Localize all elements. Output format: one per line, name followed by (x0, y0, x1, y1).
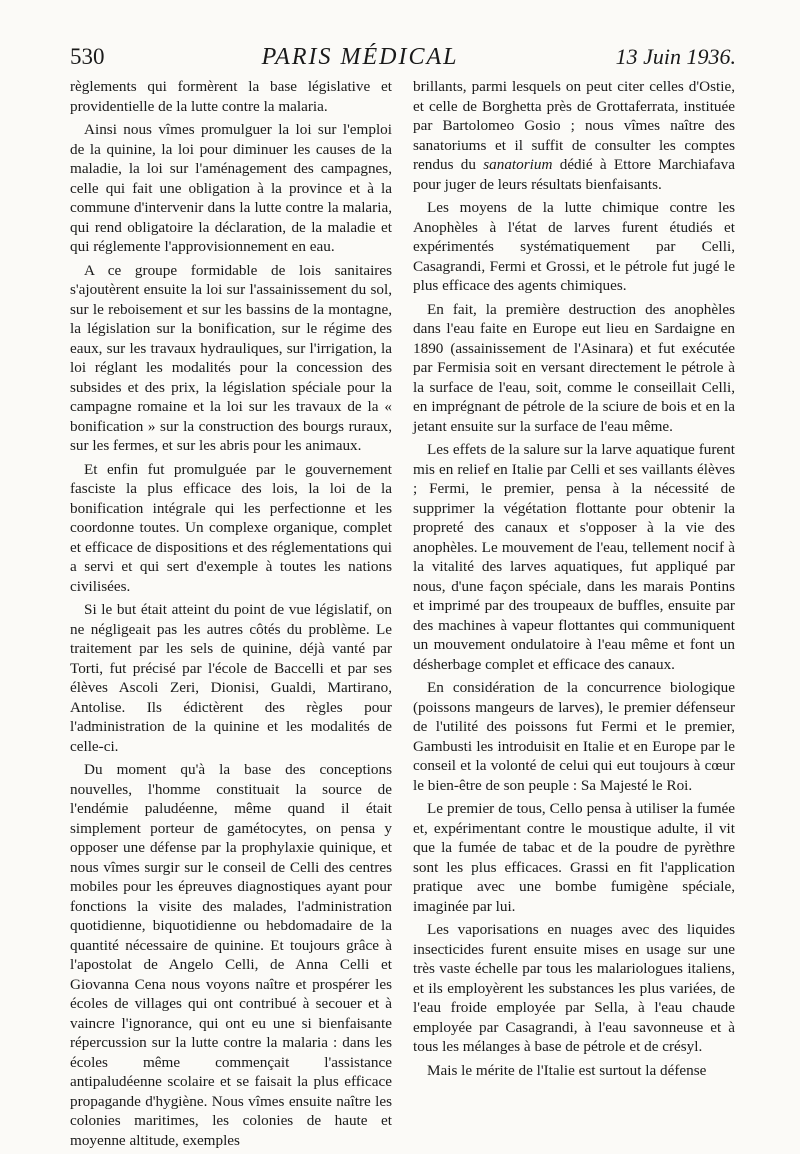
paragraph: A ce groupe formidable de lois sanitaires s'ajoutèrent ensuite la loi sur l'assainissement du sol, sur le reboisement et sur les bassins de la montagne, la législation sur la bonification, sur le régime des eaux, sur les travaux hydrauliques, sur l'irrigation, la loi réglant les modalités pour la concession des subsides et des prix, la législation spéciale pour la campagne romaine et la loi sur les travaux de la « bonification » sur la construction des bourgs ruraux, sur les fermes, et sur les abris pour les animaux. (70, 261, 392, 454)
paragraph: Les vaporisations en nuages avec des liquides insecticides furent ensuite mises en usage sur une très vaste échelle par tous les malariologues italiens, et ils employèrent les substances les plus variées, de l'eau froide employée par Sella, à l'eau chaude employée par Casagrandi, à l'eau savonneuse et à tous les mélanges à base de pétrole et de crésyl. (413, 921, 735, 1055)
emphasis: sanatorium (483, 156, 553, 173)
paragraph-text: brillants, parmi lesquels on peut citer celles d'Ostie, et celle de Borghetta près de Grottaferrata, instituée par Bartolomeo Gosio ; nous vîmes naître des sanatoriums et il suffit de consulter les comptes rendus du (413, 78, 735, 173)
paragraph: En fait, la première destruction des anophèles dans l'eau faite en Europe eut lieu en Sardaigne en 1890 (assainissement de l'Asinara) et fut exécutée par Fermisia soit en versant directement le pétrole à la surface de l'eau, soit, comme le conseillait Celli, en imprégnant de pétrole de la sciure de bois et en la jetant ensuite sur la surface de l'eau même. (413, 300, 735, 435)
page-number: 530 (70, 44, 105, 69)
paragraph (413, 77, 735, 194)
paragraph-text: dédié à Ettore Marchiafava pour juger de leurs résultats bienfaisants. (413, 156, 736, 193)
paragraph: Si le but était atteint du point de vue législatif, on ne négligeait pas les autres côtés du problème. Le traitement par les sels de quinine, déjà vanté par Torti, fut précisé par l'école de Baccelli et par ses élèves Ascoli Zeri, Dionisi, Gualdi, Martirano, Antolise. Ils édictèrent des règles pour l'administration de la quinine et les modalités de celle-ci. (70, 601, 392, 755)
paragraph: Ainsi nous vîmes promulguer la loi sur l'emploi de la quinine, la loi pour diminuer les causes de la maladie, la loi sur l'aménagement des campagnes, celle qui fait une obligation à la province et à la commune d'intervenir dans la lutte contre la malaria, qui rend obligatoire la déclaration, de la maladie et qui réglemente l'approvisionnement en eau. (70, 121, 392, 255)
issue-date: 13 Juin 1936. (615, 44, 736, 69)
paragraph: En considération de la concurrence biologique (poissons mangeurs de larves), le premier défenseur de l'utilité des poissons fut Fermi et le premier, Gambusti les introduisit en Italie et en Europe par le conseil et la volonté de celui qui eut toujours à cœur le bien-être de son peuple : Sa Majesté le Roi. (413, 679, 735, 794)
paragraph: Le premier de tous, Cello pensa à utiliser la fumée et, expérimentant contre le moustique adulte, il vit que la fumée de tabac et de la poudre de pyrèthre sont les plus efficaces. Grassi en fit l'application pratique avec une bombe fumigène spéciale, imaginée par lui. (413, 800, 735, 915)
journal-title: PARIS MÉDICAL (261, 44, 459, 70)
running-header (70, 44, 736, 76)
paragraph: Et enfin fut promulguée par le gouvernement fasciste la plus efficace des lois, la loi de la bonification intégrale qui les perfectionne et les coordonne toutes. Un complexe organique, complet et efficace de dispositions et des réglementations qui a servi et qui sert d'exemple à toutes les nations civilisées. (70, 460, 392, 595)
paragraph: Mais le mérite de l'Italie est surtout la défense (427, 1061, 707, 1079)
paragraph: règlements qui formèrent la base législative et providentielle de la lutte contre la malaria. (70, 78, 392, 115)
paragraph: Du moment qu'à la base des conceptions nouvelles, l'homme constituait la source de l'endémie paludéenne, même quand il était simplement porteur de gamétocytes, on pensa y opposer une défense par la prophylaxie quinique, et nous vîmes surgir sur le conseil de Celli des centres mobiles pour les épreuves diagnostiques ayant pour fonctions la visite des malades, l'administration quotidienne, biquotidienne ou hebdomadaire de la quantité nécessaire de quinine. Et toujours grâce à l'apostolat de Angelo Celli, de Anna Celli et Giovanna Cena nous voyons naître et prospérer les écoles de villages qui ont contribué à secouer et à vaincre l'ignorance, qui ont eu une si bienfaisante répercussion sur la lutte contre la malaria : dans les écoles même commençait l'assistance antipaludéenne scolaire et se faisait la plus efficace propagande d'hygiène. Nous vîmes ensuite naître les colonies maritimes, les colonies de haute et moyenne altitude, exemples (70, 761, 392, 1149)
left-column (70, 77, 392, 1154)
paragraph: Les effets de la salure sur la larve aquatique furent mis en relief en Italie par Celli et ses vaillants élèves ; Fermi, le premier, pensa à la nécessité de supprimer la végétation flottante pour obtenir la propreté des canaux et s'opposer à la vie des anophèles. Le mouvement de l'eau, tellement nocif à la vitalité des larves aquatiques, fut appliqué par nous, d'une façon spéciale, dans les marais Pontins et imprimé par des troupeaux de buffles, ensuite par des machines à vapeur flottantes qui communiquent un mouvement ondulatoire à l'eau même et font un désherbage complet et efficace des canaux. (413, 441, 735, 673)
paragraph: Les moyens de la lutte chimique contre les Anophèles à l'état de larves furent étudiés et expérimentés systématiquement par Celli, Casagrandi, Fermi et Grossi, et le pétrole fut jugé le plus efficace des agents chimiques. (413, 199, 735, 294)
right-column (413, 77, 735, 1084)
